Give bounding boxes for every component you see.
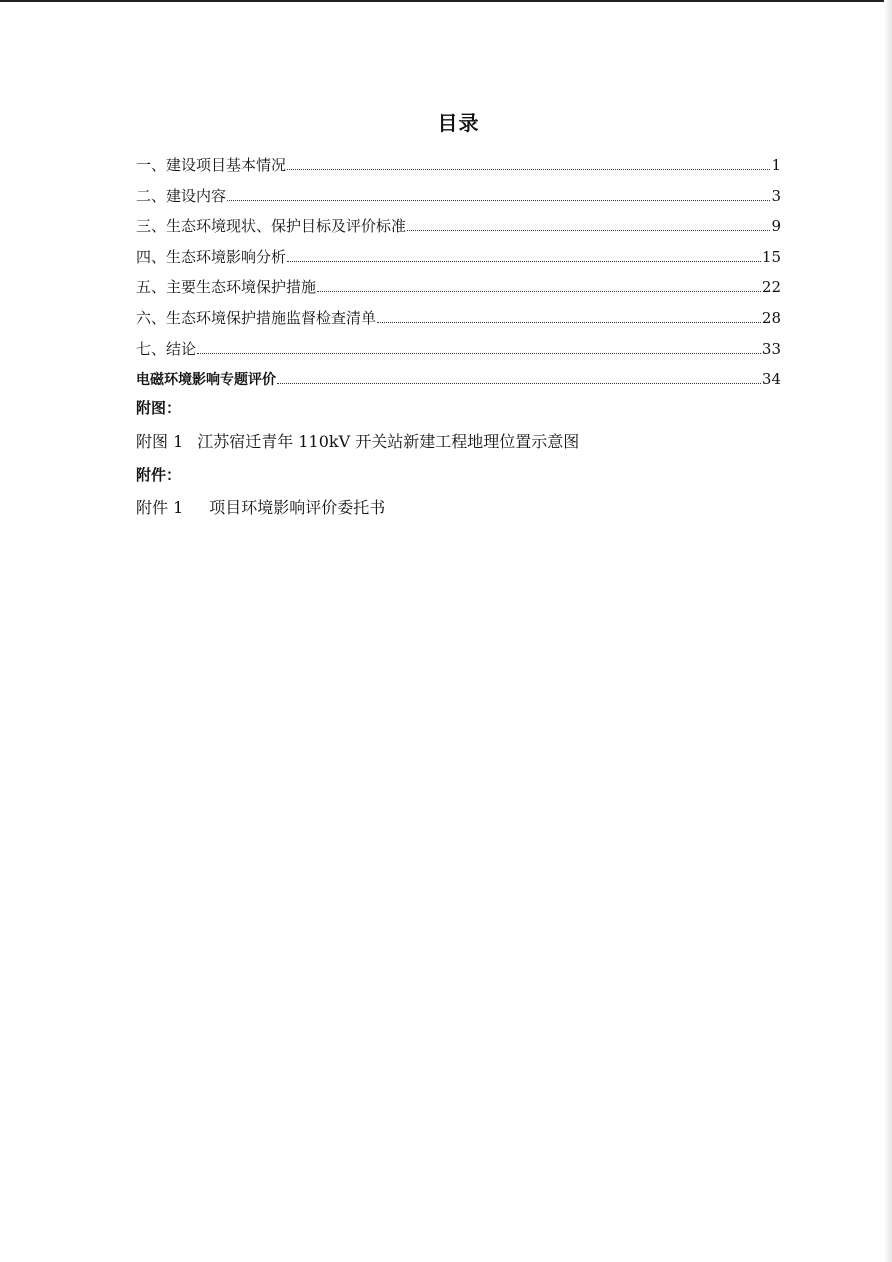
toc-entry[interactable] <box>136 303 781 334</box>
toc-entry-label: 六、生态环境保护措施监督检查清单 <box>136 308 377 327</box>
toc-entry[interactable] <box>136 150 781 181</box>
appendix-figure-item <box>136 430 579 454</box>
toc-entry[interactable] <box>136 242 781 273</box>
toc-entry[interactable] <box>136 211 781 242</box>
toc-entry[interactable] <box>136 364 781 395</box>
attachment-item <box>136 496 385 520</box>
toc-entry-label: 三、生态环境现状、保护目标及评价标准 <box>136 217 407 236</box>
toc-entry[interactable] <box>136 334 781 365</box>
toc-entry-label: 四、生态环境影响分析 <box>136 247 287 266</box>
toc-page-number: 3 <box>771 186 781 205</box>
toc-dot-leader <box>197 353 761 354</box>
attachment-text: 项目环境影响评价委托书 <box>209 498 386 517</box>
toc-dot-leader <box>407 230 770 231</box>
toc-page-number: 34 <box>761 370 781 389</box>
page-top-border <box>0 0 892 2</box>
appendix-figure-number: 附图 1 <box>136 432 184 451</box>
toc-dot-leader <box>287 169 770 170</box>
toc-entry[interactable] <box>136 272 781 303</box>
toc-dot-leader <box>227 200 770 201</box>
toc-entry-label: 二、建设内容 <box>136 186 227 205</box>
toc-list <box>136 150 781 395</box>
toc-entry-label: 七、结论 <box>136 339 197 358</box>
toc-page-number: 22 <box>761 278 781 297</box>
toc-page-number: 28 <box>761 308 781 327</box>
toc-entry-label: 五、主要生态环境保护措施 <box>136 278 317 297</box>
toc-title: 目录 <box>437 111 480 135</box>
appendix-figures-heading: 附图： <box>136 399 182 417</box>
toc-dot-leader <box>277 383 761 384</box>
toc-dot-leader <box>287 261 761 262</box>
appendix-figure-text: 江苏宿迁青年 110kV 开关站新建工程地理位置示意图 <box>197 432 580 451</box>
page-right-edge <box>884 0 892 1262</box>
attachment-number: 附件 1 <box>136 498 184 517</box>
toc-page-number: 9 <box>771 217 781 236</box>
toc-page-number: 15 <box>761 247 781 266</box>
toc-page-number: 1 <box>771 156 781 174</box>
toc-dot-leader <box>317 291 761 292</box>
toc-entry-label: 电磁环境影响专题评价 <box>136 372 276 389</box>
toc-dot-leader <box>377 322 761 323</box>
toc-entry-label: 一、建设项目基本情况 <box>136 156 287 174</box>
toc-page-number: 33 <box>761 339 781 358</box>
toc-entry[interactable] <box>136 181 781 212</box>
attachments-heading: 附件： <box>136 466 182 484</box>
